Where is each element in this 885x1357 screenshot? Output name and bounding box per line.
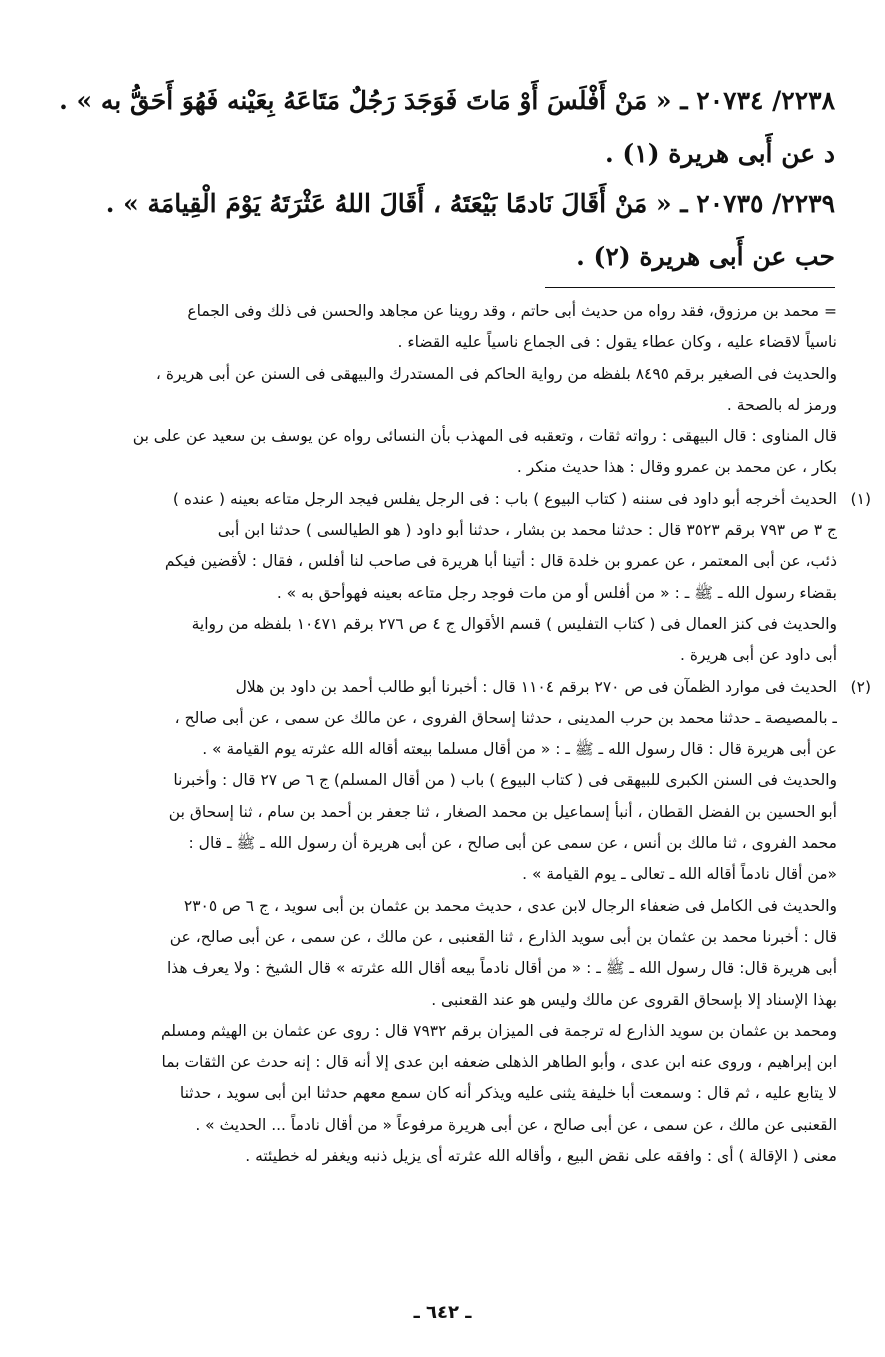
footnote-line: الحديث أخرجه أبو داود فى سننه ( كتاب البيوع ) باب : فى الرجل يفلس فيجد الرجل متاعه بعينه ( عنده ) — [172, 489, 837, 508]
footnote-line: لا يتابع عليه ، ثم قال : وسمعت أبا خليفة يثنى عليه ويذكر أنه كان سمع معهم حدثنا ابن أبى سويد ، حدثنا — [179, 1084, 837, 1103]
footnote-line: بهذا الإسناد إلا بإسحاق القروى عن مالك وليس هو عند القعنبى . — [431, 990, 837, 1009]
footnote-line: بقضاء رسول الله ـ ﷺ ـ : « من أفلس أو من مات فوجد رجل متاعه بعينه فهوأحق به » . — [276, 583, 837, 602]
footnote-line: ابن إبراهيم ، وروى عنه ابن عدى ، وأبو الطاهر الذهلى ضعفه ابن عدى إلا أنه قال : إنه حدث عن الثقات بما — [161, 1053, 837, 1072]
footnote-line: الحديث فى موارد الظمآن فى ص ٢٧٠ برقم ١١٠٤ قال : أخبرنا أبو طالب أحمد بن داود بن هلال — [235, 677, 837, 696]
footnote-number: (٢) — [850, 677, 871, 696]
footnote-line: ناسياً لاقضاء عليه ، وكان عطاء يقول : فى الجماع ناسياً عليه القضاء . — [397, 333, 837, 352]
footnote-line: ذئب، عن أبى المعتمر ، عن عمرو بن خلدة قال : أتينا أبا هريرة فى صاحب لنا أفلس ، فقال : لأقضين فيكم — [164, 552, 837, 571]
footnote-line: أبو الحسين بن الفضل القطان ، أنبأ إسماعيل بن محمد الصغار ، ثنا جعفر بن أحمد بن سام ، ثنا إسحاق بن — [168, 802, 837, 821]
footnote-line: أبى داود عن أبى هريرة . — [680, 646, 837, 665]
footnote-line: ـ بالمصيصة ـ حدثنا محمد بن حرب المدينى ، حدثنا إسحاق الفروى ، عن مالك عن سمى ، عن أبى صالح ، — [174, 708, 837, 727]
footnote-line: محمد الفروى ، ثنا مالك بن أنس ، عن سمى عن أبى صالح ، عن أبى هريرة أن رسول الله ـ ﷺ ـ قال : — [188, 834, 837, 853]
hadith-entry-2239: ٢٢٣٩/ ٢٠٧٣٥ ـ « مَنْ أَقَالَ نَادمًا بَيْعَتَهُ ، أَقَالَ اللهُ عَثْرَتَهُ يَوْمَ الْقِيامَة » . — [105, 189, 835, 218]
footnotes-section — [45, 296, 871, 1172]
footnote-line: قال المناوى : قال البيهقى : رواته ثقات ، وتعقبه فى المهذب بأن النسائى رواه عن يوسف بن سعيد عن على بن — [132, 427, 837, 446]
footnote-line: عن أبى هريرة قال : قال رسول الله ـ ﷺ ـ : « من أقال مسلما بيعته أقاله الله عثرته يوم القيامة » . — [202, 740, 837, 759]
footnote-line: ورمز له بالصحة . — [726, 395, 837, 414]
footnote-line: بكار ، عن محمد بن عمرو وقال : هذا حديث منكر . — [516, 458, 837, 477]
footnote-line: «من أقال نادماً أقاله الله ـ تعالى ـ يوم القيامة » . — [522, 865, 837, 884]
footnote-line: القعنبى عن مالك ، عن سمى ، عن أبى صالح ، عن أبى هريرة مرفوعاً « من أقال نادماً ... الحديث » . — [195, 1115, 837, 1134]
hadith-source-2238: د عن أَبى هريرة (١) . — [605, 139, 835, 168]
footnote-line: والحديث فى الصغير برقم ٨٤٩٥ بلفظه من رواية الحاكم فى المستدرك والبيهقى فى السنن عن أبى هريرة ، — [155, 364, 837, 383]
footnote-line: والحديث فى السنن الكبرى للبيهقى فى ( كتاب البيوع ) باب ( من أقال المسلم) ج ٦ ص ٢٧ قال : وأخبرنا — [173, 771, 837, 790]
footnote-line: ومحمد بن عثمان بن سويد الذارع له ترجمة فى الميزان برقم ٧٩٣٢ قال : روى عن عثمان بن الهيثم ومسلم — [160, 1021, 837, 1040]
hadith-source-2239: حب عن أَبى هريرة (٢) . — [576, 242, 835, 271]
footnote-continuation — [45, 296, 837, 484]
footnote-line: والحديث فى كنز العمال فى ( كتاب التفليس ) قسم الأقوال ج ٤ ص ٢٧٦ برقم ١٠٤٧١ بلفظه من رواية — [191, 614, 837, 633]
footnote-number: (١) — [850, 489, 871, 508]
footnote-line: ج ٣ ص ٧٩٣ برقم ٣٥٢٣ قال : حدثنا محمد بن بشار ، حدثنا أبو داود ( هو الطيالسى ) حدثنا ابن أبى — [217, 521, 837, 540]
footnote-line: والحديث فى الكامل فى ضعفاء الرجال لابن عدى ، حديث محمد بن عثمان بن أبى سويد ، ج ٦ ص ٢٣٠٥ — [183, 896, 837, 915]
footnote-line: أبى هريرة قال: قال رسول الله ـ ﷺ ـ : « من أقال نادماً بيعه أقال الله عثرته » قال الشيخ : ولا يعرف هذا — [166, 959, 837, 978]
footnote-line: معنى ( الإقالة ) أى : وافقه على نقض البيع ، وأقاله الله عثرته أى يزيل ذنبه ويغفر له خطيئته . — [245, 1147, 837, 1166]
page-number: ـ ٦٤٢ ـ — [413, 1302, 472, 1323]
footnote-line: قال : أخبرنا محمد بن عثمان بن أبى سويد الذارع ، ثنا القعنبى ، عن مالك ، عن سمى ، عن أبى صالح، عن — [169, 927, 837, 946]
footnote-separator — [545, 287, 835, 288]
footnote-1 — [45, 484, 871, 672]
hadith-entry-2238: ٢٢٣٨/ ٢٠٧٣٤ ـ « مَنْ أَفْلَسَ أَوْ مَاتَ فَوَجَدَ رَجُلٌ مَتَاعَهُ بِعَيْنه فَهُوَ أَحَقُّ به » . — [59, 86, 835, 115]
footnote-line: = محمد بن مرزوق، فقد رواه من حديث أبى حاتم ، وقد روينا عن مجاهد والحسن فى ذلك وفى الجماع — [187, 302, 837, 320]
footnote-2 — [45, 672, 871, 1173]
